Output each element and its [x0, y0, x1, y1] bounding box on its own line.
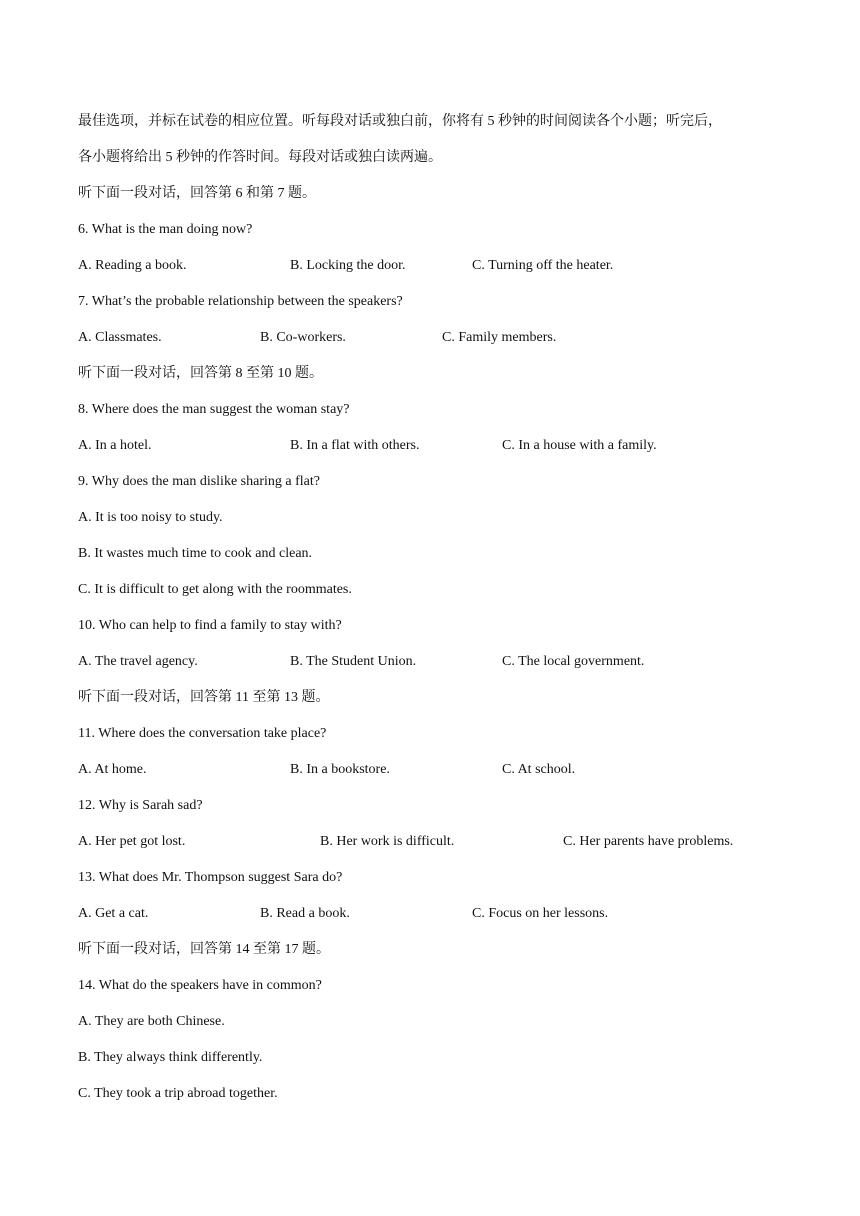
question-6-stem: 6. What is the man doing now?: [78, 222, 253, 237]
question-6-option-c: C. Turning off the heater.: [472, 258, 614, 273]
section-heading-8-10: 听下面一段对话，回答第 8 至第 10 题。: [78, 366, 323, 381]
question-9-option-c: C. It is difficult to get along with the roommates.: [78, 582, 352, 597]
section-heading-6-7: 听下面一段对话，回答第 6 和第 7 题。: [78, 186, 316, 201]
question-10-stem: 10. Who can help to find a family to stay with?: [78, 618, 342, 633]
question-7-option-c: C. Family members.: [442, 330, 557, 345]
question-10-option-c: C. The local government.: [502, 654, 645, 669]
question-6-option-a: A. Reading a book.: [78, 258, 187, 273]
question-13-option-a: A. Get a cat.: [78, 906, 149, 921]
question-6-option-b: B. Locking the door.: [290, 258, 406, 273]
question-13-option-b: B. Read a book.: [260, 906, 350, 921]
question-9-option-a: A. It is too noisy to study.: [78, 510, 223, 525]
question-13-stem: 13. What does Mr. Thompson suggest Sara do?: [78, 870, 343, 885]
section-heading-11-13: 听下面一段对话，回答第 11 至第 13 题。: [78, 690, 330, 705]
question-7-stem: 7. What’s the probable relationship between the speakers?: [78, 294, 403, 309]
question-8-option-c: C. In a house with a family.: [502, 438, 657, 453]
question-11-option-c: C. At school.: [502, 762, 576, 777]
question-12-option-b: B. Her work is difficult.: [320, 834, 455, 849]
section-heading-14-17: 听下面一段对话，回答第 14 至第 17 题。: [78, 942, 330, 957]
question-14-option-a: A. They are both Chinese.: [78, 1014, 225, 1029]
question-14-option-b: B. They always think differently.: [78, 1050, 263, 1065]
question-12-option-a: A. Her pet got lost.: [78, 834, 186, 849]
question-10-option-b: B. The Student Union.: [290, 654, 417, 669]
question-8-stem: 8. Where does the man suggest the woman stay?: [78, 402, 350, 417]
question-8-option-b: B. In a flat with others.: [290, 438, 420, 453]
instructions-line-1: 最佳选项，并标在试卷的相应位置。听每段对话或独白前，你将有 5 秒钟的时间阅读各个小题；听完后，: [78, 114, 722, 129]
instructions-line-2: 各小题将给出 5 秒钟的作答时间。每段对话或独白读两遍。: [78, 150, 442, 165]
question-7-option-b: B. Co-workers.: [260, 330, 346, 345]
question-7-option-a: A. Classmates.: [78, 330, 162, 345]
question-12-option-c: C. Her parents have problems.: [563, 834, 734, 849]
question-10-option-a: A. The travel agency.: [78, 654, 198, 669]
question-8-option-a: A. In a hotel.: [78, 438, 152, 453]
question-14-stem: 14. What do the speakers have in common?: [78, 978, 322, 993]
question-13-option-c: C. Focus on her lessons.: [472, 906, 609, 921]
question-9-stem: 9. Why does the man dislike sharing a flat?: [78, 474, 320, 489]
question-14-option-c: C. They took a trip abroad together.: [78, 1086, 278, 1101]
question-11-stem: 11. Where does the conversation take place?: [78, 726, 327, 741]
question-11-option-a: A. At home.: [78, 762, 147, 777]
question-12-stem: 12. Why is Sarah sad?: [78, 798, 203, 813]
question-9-option-b: B. It wastes much time to cook and clean.: [78, 546, 313, 561]
question-11-option-b: B. In a bookstore.: [290, 762, 390, 777]
